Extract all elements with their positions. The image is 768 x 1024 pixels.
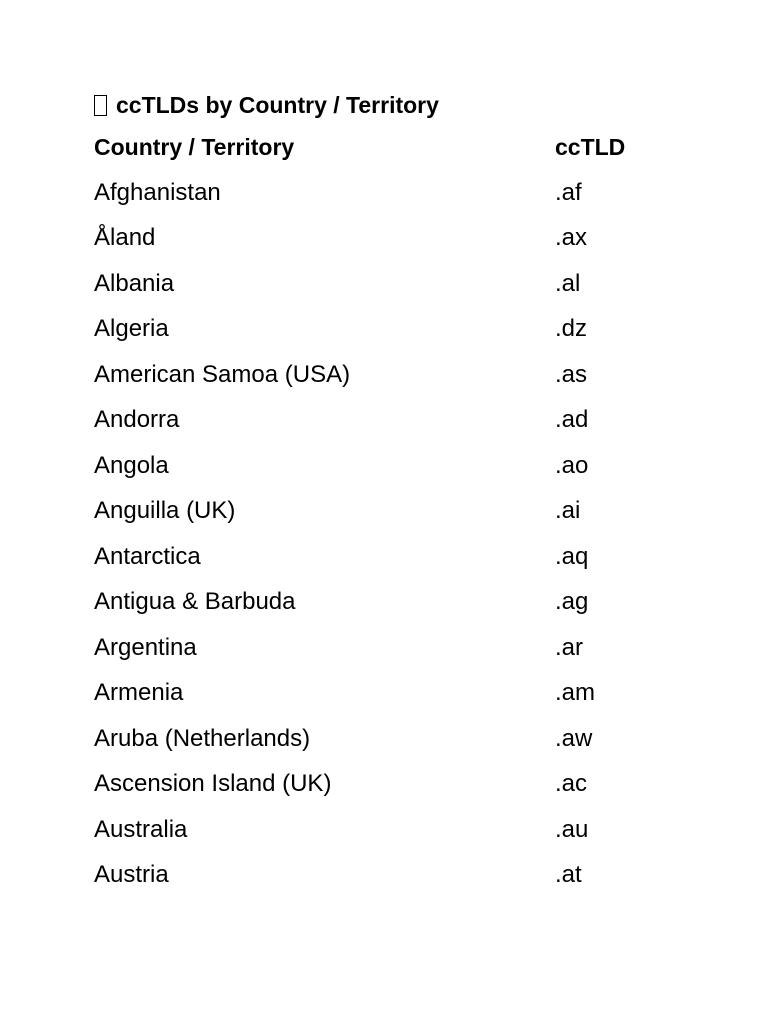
header-cctld: ccTLD — [555, 133, 626, 160]
cell-country: Australia — [94, 815, 188, 843]
cell-country: Armenia — [94, 679, 184, 707]
table-row — [94, 625, 694, 671]
cell-country: Austria — [94, 861, 169, 889]
cell-cctld: .ac — [555, 770, 588, 798]
header-country: Country / Territory — [94, 133, 295, 160]
cell-cctld: .dz — [555, 315, 588, 343]
cell-cctld: .ao — [555, 451, 589, 479]
table-row — [94, 489, 694, 535]
cell-cctld: .ai — [555, 497, 581, 525]
table-row — [94, 762, 694, 808]
cell-cctld: .ax — [555, 224, 588, 252]
table-header-row — [94, 124, 694, 170]
cell-cctld: .at — [555, 861, 582, 889]
cell-cctld: .ag — [555, 588, 589, 616]
cell-country: Albania — [94, 269, 175, 297]
table-row — [94, 580, 694, 626]
cell-country: Argentina — [94, 633, 197, 661]
document-page — [94, 86, 694, 898]
document-title-text: ccTLDs by Country / Territory — [116, 91, 439, 118]
cell-country: Åland — [94, 224, 156, 252]
table-row — [94, 671, 694, 717]
table-row — [94, 216, 694, 262]
table-body — [94, 170, 694, 898]
table-row — [94, 261, 694, 307]
cell-cctld: .af — [555, 178, 582, 206]
cell-country: Angola — [94, 451, 169, 479]
cell-cctld: .al — [555, 269, 581, 297]
cell-cctld: .aq — [555, 542, 589, 570]
cell-country: Andorra — [94, 406, 180, 434]
table-row — [94, 398, 694, 444]
missing-glyph-icon — [94, 95, 107, 116]
cell-cctld: .am — [555, 679, 596, 707]
cell-country: Aruba (Netherlands) — [94, 724, 311, 752]
cell-country: Algeria — [94, 315, 169, 343]
cell-country: Ascension Island (UK) — [94, 770, 332, 798]
table-row — [94, 352, 694, 398]
cell-country: American Samoa (USA) — [94, 360, 351, 388]
table-row — [94, 534, 694, 580]
cell-cctld: .aw — [555, 724, 593, 752]
cell-country: Antarctica — [94, 542, 201, 570]
table-row — [94, 307, 694, 353]
cell-country: Afghanistan — [94, 178, 221, 206]
table-row — [94, 716, 694, 762]
table-row — [94, 807, 694, 853]
table-row — [94, 170, 694, 216]
cell-cctld: .as — [555, 360, 588, 388]
table-row — [94, 853, 694, 899]
cell-cctld: .ad — [555, 406, 589, 434]
cell-country: Antigua & Barbuda — [94, 588, 296, 616]
document-title — [94, 86, 694, 124]
cell-cctld: .ar — [555, 633, 584, 661]
cell-country: Anguilla (UK) — [94, 497, 236, 525]
cell-cctld: .au — [555, 815, 589, 843]
table-row — [94, 443, 694, 489]
